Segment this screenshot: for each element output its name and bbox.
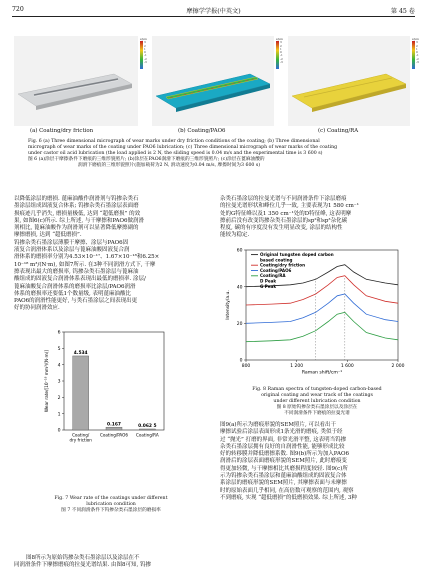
legend-entry: based coating	[260, 257, 293, 263]
fig6-caption-zh-2: 润滑下磨痕的三维形貌照片(施加载荷为2 N, 滑动速度为0.04 m/s, 摩擦时间为3 600 s)	[78, 163, 261, 169]
colorbar-c-tick: 2	[416, 43, 418, 48]
fig6-caption	[28, 139, 402, 169]
fig6-panel-c	[288, 36, 410, 126]
y-tick-label: 1	[57, 412, 61, 418]
peak-annotation: D Peak	[260, 278, 277, 284]
text-line: 摩擦试验后涂层表面形成1条光滑的磨痕, 类似于经	[220, 429, 343, 436]
text-line: 滑体系的磨损率分别为4.53×10⁻¹⁷、1.67×10⁻¹⁸和6.25×	[14, 254, 160, 261]
text-line: 系涂层的磨痕形貌的SEM照片, 其摩擦表面与未摩擦	[220, 480, 347, 487]
bar	[139, 429, 155, 430]
y-tick-label: 5	[57, 346, 61, 352]
fig6-caption-b: (b) Coating/PAO6	[178, 128, 226, 134]
text-line: 酸组成的固液复合润滑体系表现出最低的磨损率. 涂层/	[14, 276, 146, 283]
colorbar-b-tick: 2	[280, 43, 282, 48]
colorbar-a-tick: 1	[144, 46, 146, 51]
colorbar-b-tick: 3	[280, 40, 282, 45]
colorbar-c-tick: -1	[416, 53, 419, 58]
text-line: 好的协同润滑效应.	[14, 305, 60, 312]
wear-mark-3d-b	[152, 36, 274, 126]
page-number: 720	[12, 6, 24, 13]
legend-entry: Coating/dry friction	[260, 262, 306, 268]
fig7-caption-en-2: lubrication condition	[86, 502, 136, 508]
fig7-caption-en-1: Fig. 7 Wear rate of the coatings under different	[54, 496, 168, 501]
x-tick-label: 800	[241, 364, 251, 369]
bottom-left-text	[14, 555, 208, 570]
fig8-caption-zh-2: 不同润滑条件下磨痕的拉曼光谱	[284, 411, 350, 417]
text-line: 示为钨掺杂类石墨涂层和蓖麻油酸组成的固液复合体	[220, 473, 347, 480]
text-line: 擦表现出最大的磨损率, 钨掺杂类石墨涂层与蓖麻油	[14, 268, 139, 275]
colorbar-a-gradient	[140, 41, 143, 69]
fig7-caption	[14, 496, 208, 514]
colorbar-c	[412, 38, 419, 69]
colorbar-c-tick: 3	[416, 40, 418, 45]
journal-title: 摩擦学学报(中英文)	[186, 8, 241, 15]
colorbar-c-tick: 0	[416, 50, 418, 55]
data-label: 0.167	[107, 422, 121, 428]
text-line: 能较为稳定.	[220, 232, 250, 239]
fig6-caption-zh-1: 图 6 (a)涂层干摩擦条件下磨痕的三维形貌照片; (b)涂层在PAO6润滑下磨痕的三维形貌照片; (c)涂层在蓖麻油酸的	[28, 157, 265, 163]
bar	[106, 427, 122, 430]
colorbar-a-tick: -2	[144, 56, 147, 61]
y-tick-label: 0	[239, 358, 243, 364]
text-line: 好的转移膜并降低磨擦系数. 图9(b)所示为加入PAO6	[220, 451, 349, 458]
fig8-caption-en-2: original coating and wear track of the coatings	[261, 393, 373, 399]
colorbar-b-tick: -2	[280, 56, 283, 61]
fig6-caption-a: (a) Coating/dry friction	[30, 128, 94, 134]
colorbar-a-tick: 0	[144, 50, 146, 55]
x-tick-label: Coating/RA	[135, 432, 159, 438]
colorbar-c-tick: -2	[416, 56, 419, 61]
y-axis-label: Wear rate/[10⁻¹⁶ mm³/(N·m)]	[45, 349, 50, 413]
fig8-caption-zh-1: 图 8 原始钨掺杂类石墨涂层以及涂层在	[276, 405, 358, 411]
colorbar-b-tick: -3	[280, 60, 283, 65]
colorbar-a-tick: 2	[144, 43, 146, 48]
text-line: 杂类石墨涂层拥有良好的自润滑性能, 能够形成比较	[220, 443, 345, 450]
colorbar-b	[276, 38, 283, 69]
data-label: 4.534	[73, 350, 88, 356]
colorbar-a-tick: 3	[144, 40, 146, 45]
text-line: 液复合润滑体系以及涂层与蓖麻油酸固液复合润	[14, 247, 130, 254]
colorbar-c-tick: -3	[416, 60, 419, 65]
colorbar-a-tick: -3	[144, 60, 147, 65]
text-line: 润滑后的涂层表面磨痕形貌的SEM照片, 此时磨痕变	[220, 458, 347, 465]
colorbar-a-unit: z/μm	[140, 37, 147, 41]
colorbar-c-gradient	[412, 41, 415, 69]
text-line: 处的G特征峰以及1 350 cm⁻¹处的D特征峰, 这表明摩	[220, 210, 352, 217]
text-line: 果, 如图6(c)所示. 综上所述, 与干摩擦和PAO6做润滑	[14, 217, 145, 224]
x-tick-label: 1 200	[290, 364, 304, 369]
text-line: 体系的磨损率还要低1个数量级, 表明蓖麻油酸比	[14, 290, 131, 297]
fig8-raman-chart	[220, 244, 414, 384]
text-line: PAO6的润滑性能更好, 与类石墨涂层之间表现出更	[14, 298, 138, 305]
wear-mark-3d-c	[288, 36, 410, 126]
colorbar-c-unit: z/μm	[412, 37, 419, 41]
colorbar-b-gradient	[276, 41, 279, 69]
colorbar-b-tick: 0	[280, 50, 282, 55]
fig6-caption-c: (c) Coating/RA	[318, 128, 359, 134]
y-tick-label: 6	[57, 330, 61, 336]
text-line: 10⁻¹⁸ m³/(N·m), 如图7所示. 在3种不同润滑方式下, 干摩	[14, 261, 156, 268]
legend-entry: Coating/PAO6	[260, 267, 292, 273]
right-column-text-top	[220, 196, 414, 240]
text-line: 图8所示为原始钨掺杂类石墨涂层以及涂层在不	[26, 555, 140, 561]
fig8-caption-en-3: under different lubrication condition	[273, 399, 361, 405]
x-tick-label-cont: dry friction	[69, 437, 92, 443]
volume-label: 第 45 卷	[390, 8, 415, 15]
text-line: 图9(a)所示为磨痕形貌的SEM照片, 可以看出干	[220, 422, 336, 428]
text-line: 墨涂层组成固液复合体系; 钨掺杂类石墨涂层表面磨	[14, 203, 139, 210]
colorbar-a	[140, 38, 147, 69]
fig6-panel-a	[14, 36, 138, 126]
text-line: 得更加轻微, 与干摩擦相比其磨损程度较轻. 图9(c)所	[220, 465, 348, 472]
y-tick-label: 2	[57, 395, 61, 401]
text-line: 损痕迹几乎消失, 磨损量极低, 达到 “超低磨损” 的效	[14, 210, 141, 217]
left-column-text	[14, 196, 208, 313]
text-line: 的拉曼光谱形状和峰位几乎一致, 主要表现为1 580 cm⁻¹	[220, 203, 359, 210]
x-tick-label: Coating/PAO6	[100, 432, 128, 438]
y-tick-label: 4	[57, 363, 61, 369]
header-rule	[12, 16, 415, 17]
data-label: 0.062 5	[138, 423, 157, 429]
y-tick-label: 0	[57, 428, 61, 434]
right-column-text-bottom	[220, 422, 414, 502]
y-tick-label: 40	[236, 285, 243, 291]
text-line: 擦前后没有改变钨掺杂类石墨涂层的sp²和sp³杂化碳	[220, 217, 348, 224]
text-line: 杂类石墨涂层的拉曼光谱与不同润滑条件下涂层磨痕	[220, 196, 347, 202]
colorbar-b-tick: 1	[280, 46, 282, 51]
fig8-caption-en-1: Fig. 8 Raman spectra of tungsten-doped carbon-based	[252, 387, 382, 392]
legend-entry: Coating/RA	[260, 273, 286, 279]
y-tick-label: 20	[236, 321, 243, 327]
y-tick-label: 60	[236, 248, 243, 254]
text-line: 程度, 碳的有序度没有发生明显改变, 涂层的结构性	[220, 225, 343, 232]
text-line: 蓖麻油酸复合润滑体系的磨损率比涂层/PAO6润滑	[14, 283, 136, 290]
colorbar-b-tick: -1	[280, 53, 283, 58]
peak-annotation: G Peak	[260, 283, 277, 289]
text-line: 同润滑条件下摩擦磨痕的拉曼光谱结果. 由图8可知, 钨掺	[14, 562, 151, 569]
colorbar-b-unit: z/μm	[276, 37, 283, 41]
text-line: 不到磨痕, 实现 “超低磨损”的低磨损效果. 综上所述, 3种	[220, 494, 357, 501]
x-tick-label: 2 000	[391, 364, 405, 369]
text-line: 剂相比, 蓖麻油酸作为润滑剂可以显著降低摩擦副的	[14, 225, 139, 232]
y-axis-label: Intensity/a.u.	[226, 290, 231, 320]
y-tick-label: 3	[57, 379, 61, 385]
x-axis-label: Raman shift/cm⁻¹	[301, 370, 343, 376]
colorbar-a-tick: -1	[144, 53, 147, 58]
fig7-caption-zh: 图 7 不同润滑条件下钨掺杂类石墨涂层的磨损率	[61, 508, 161, 514]
text-line: 过 “抛光” 打磨的界面, 非常光滑平整, 这表明当钨掺	[220, 436, 347, 443]
text-line: 摩擦磨损, 达到 “超低磨损”.	[14, 232, 82, 239]
text-line: 以降低涂层的磨损. 蓖麻油酸作润滑剂与钨掺杂类石	[14, 196, 139, 202]
fig6-caption-en-1: Fig. 6 (a) Three dimensional micrograph of wear marks under dry friction conditions of the coating; (b) Three dimensional	[28, 139, 320, 144]
x-tick-label: 1 600	[340, 364, 354, 369]
fig6-panel-b	[152, 36, 274, 126]
bar	[73, 356, 89, 430]
fig6-caption-en-3: under castor oil acid lubrication (the load applied is 2 N, the sliding speed is 0.04 m/s and the experimental time is 3 600 s)	[28, 151, 323, 157]
legend-entry: Original tungsten doped carbon	[260, 252, 334, 257]
text-line: 钨掺杂类石墨涂层薄膜干摩擦、涂层与PAO6固	[14, 239, 129, 246]
x-tick-label: Coating/	[72, 432, 90, 438]
fig7-wear-rate-chart	[14, 318, 208, 448]
wear-mark-3d-a	[14, 36, 138, 126]
fig8-caption	[220, 387, 414, 417]
fig6-caption-en-2: micrograph of wear marks of the coating under PAO6 lubrication; (c) Three dimensional micrograph of wear marks of the coating	[28, 145, 338, 151]
colorbar-c-tick: 1	[416, 46, 418, 51]
text-line: 时的原始表面几乎相同, 在高倍数可观察的范围内, 观察	[220, 487, 354, 494]
